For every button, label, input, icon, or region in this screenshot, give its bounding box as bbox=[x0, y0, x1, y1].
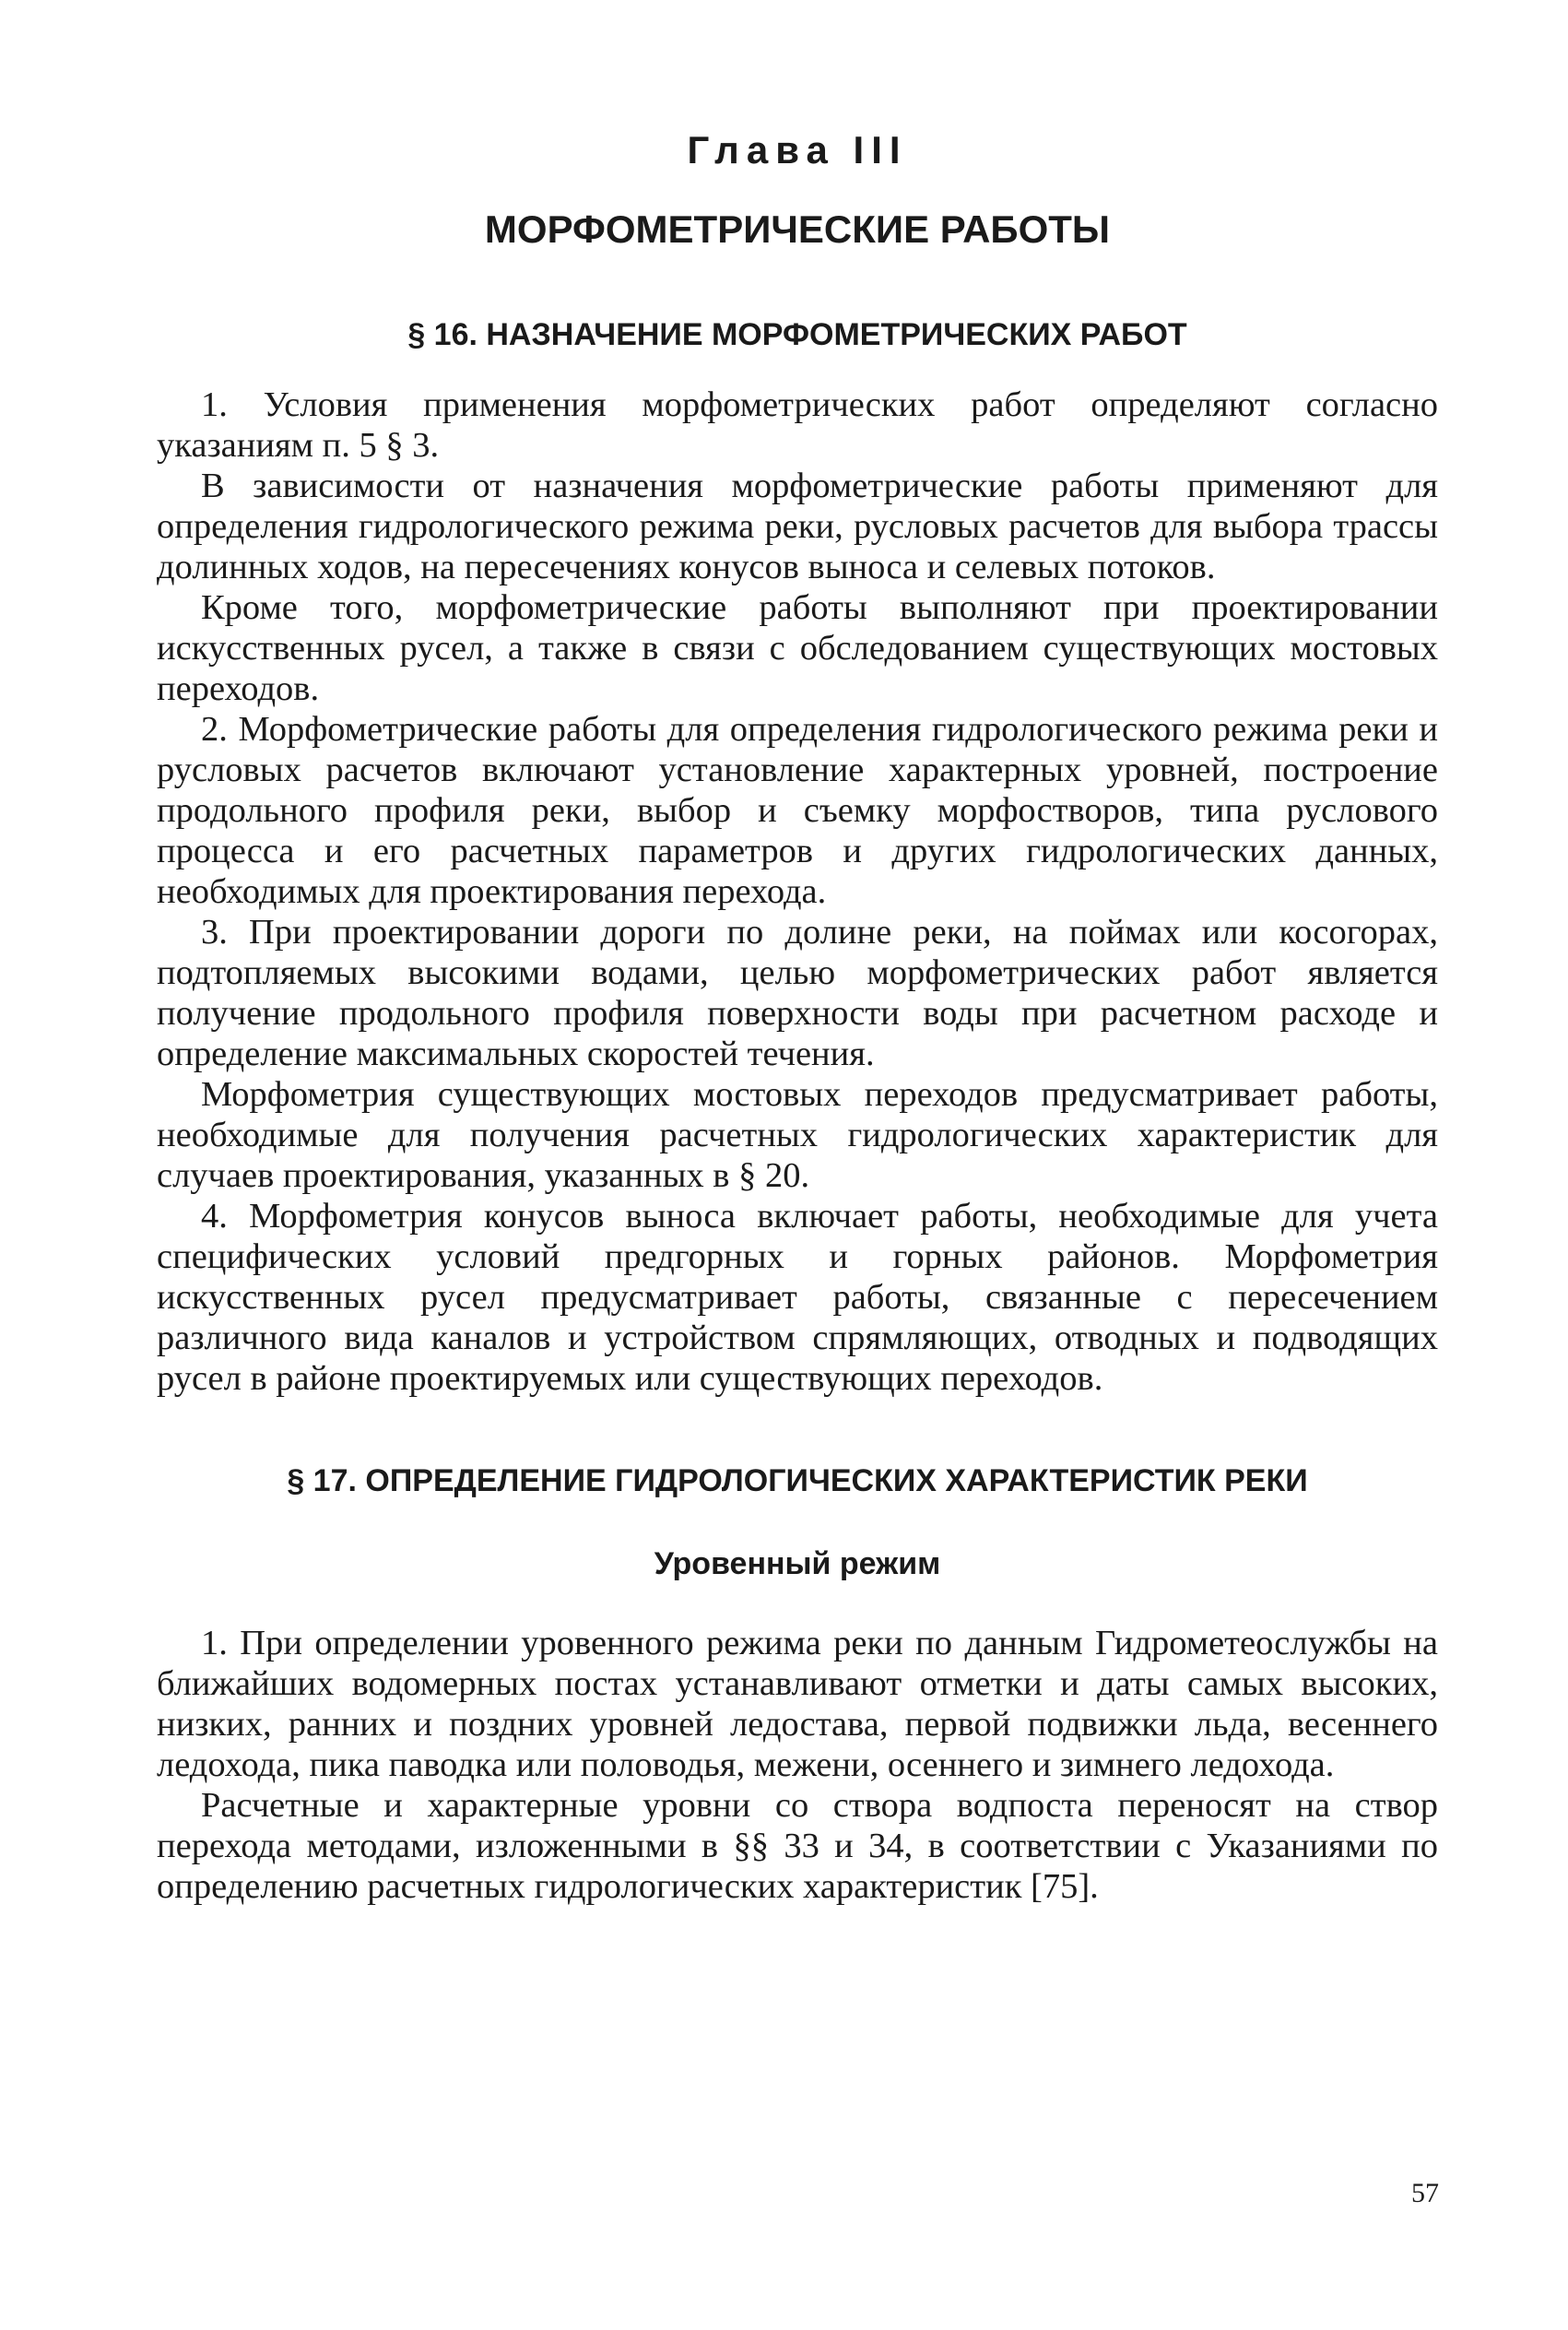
section-16-heading: § 16. НАЗНАЧЕНИЕ МОРФОМЕТРИЧЕСКИХ РАБОТ bbox=[407, 317, 1187, 353]
section-16-paragraph: В зависимости от назначения морфометрические работы применяют для определения гидрологического режима реки, русловых расчетов для выбора трассы долинных ходов, на пересечениях конусов выноса и селевых потоков. bbox=[157, 467, 1438, 587]
section-17-heading: § 17. ОПРЕДЕЛЕНИЕ ГИДРОЛОГИЧЕСКИХ ХАРАКТЕРИСТИК РЕКИ bbox=[287, 1463, 1308, 1499]
section-17-paragraph: 1. При определении уровенного режима реки по данным Гидрометеослужбы на ближайших водомерных постах устанавливают отметки и даты самых высоких, низких, ранних и поздних уровней ледостава, первой подвижки льда, весеннего ледохода, пика паводка или половодья, межени, осеннего и зимнего ледохода. bbox=[157, 1623, 1438, 1784]
section-16-paragraph: Кроме того, морфометрические работы выполняют при проектировании искусственных русел, а также в связи с обследованием существующих мостовых переходов. bbox=[157, 588, 1438, 709]
section-16-paragraph: 3. При проектировании дороги по долине реки, на поймах или косогорах, подтопляемых высокими водами, целью морфометрических работ является получение продольного профиля поверхности воды при расчетном расходе и определение максимальных скоростей течения. bbox=[157, 913, 1438, 1074]
section-16-paragraph: 1. Условия применения морфометрических работ определяют согласно указаниям п. 5 § 3. bbox=[157, 385, 1438, 466]
chapter-label: Глава III bbox=[687, 128, 908, 171]
section-16-paragraph: Морфометрия существующих мостовых переходов предусматривает работы, необходимые для получения расчетных гидрологических характеристик для случаев проектирования, указанных в § 20. bbox=[157, 1075, 1438, 1196]
section-17-subheading: Уровенный режим bbox=[654, 1545, 941, 1581]
page-number: 57 bbox=[1411, 2178, 1439, 2208]
chapter-title: МОРФОМЕТРИЧЕСКИЕ РАБОТЫ bbox=[484, 207, 1111, 252]
section-16-paragraph: 4. Морфометрия конусов выноса включает работы, необходимые для учета специфических условий предгорных и горных районов. Морфометрия искусственных русел предусматривает работы, связанные с пересечением различного вида каналов и устройством спрямляющих, отводных и подводящих русел в районе проектируемых или существующих переходов. bbox=[157, 1197, 1438, 1399]
section-16-paragraph: 2. Морфометрические работы для определения гидрологического режима реки и русловых расчетов включают установление характерных уровней, построение продольного профиля реки, выбор и съемку морфостворов, типа руслового процесса и его расчетных параметров и других гидрологических данных, необходимых для проектирования перехода. bbox=[157, 710, 1438, 912]
section-17-paragraph: Расчетные и характерные уровни со створа водпоста переносят на створ перехода методами, изложенными в §§ 33 и 34, в соответствии с Указаниями по определению расчетных гидрологических характеристик [75]. bbox=[157, 1785, 1438, 1906]
document-page bbox=[157, 129, 1438, 1907]
